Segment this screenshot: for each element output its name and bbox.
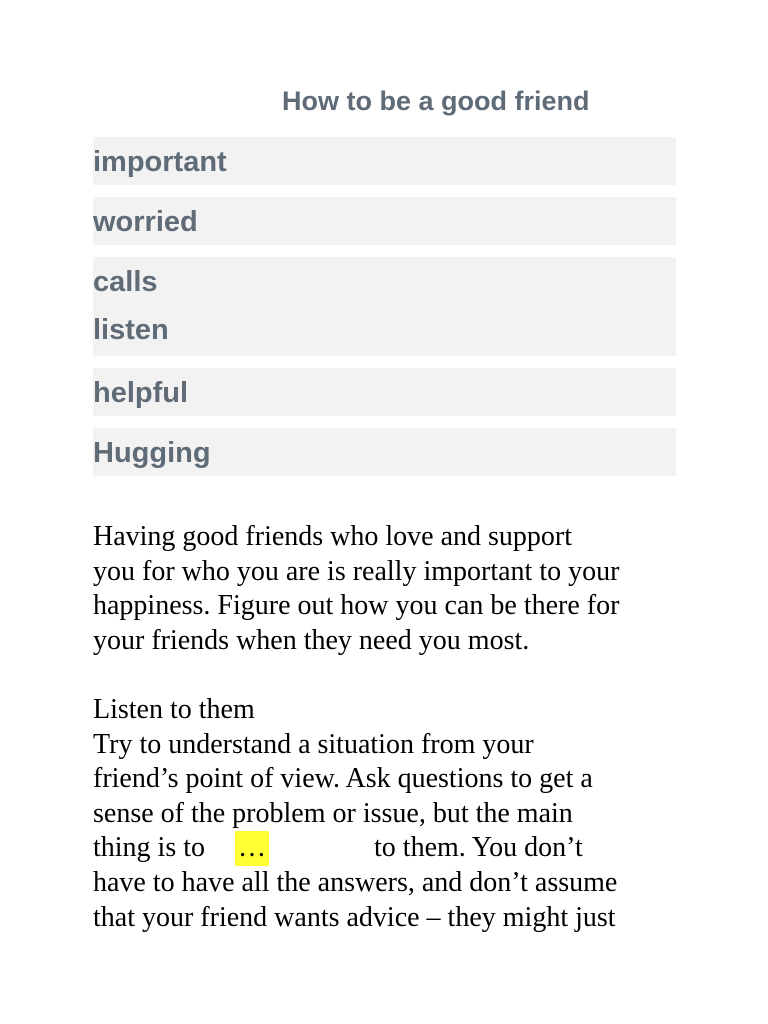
fill-in-blank[interactable]: … <box>235 831 269 866</box>
paragraph-line: friend’s point of view. Ask questions to get a <box>93 763 593 795</box>
word-listen: listen <box>93 314 169 346</box>
word-helpful: helpful <box>93 377 189 409</box>
word-box <box>93 257 676 356</box>
word-box <box>93 137 676 185</box>
fill-in-before: thing is to <box>93 832 206 864</box>
word-box <box>93 428 676 476</box>
document-body <box>93 520 693 935</box>
paragraph-spacer <box>93 658 693 693</box>
intro-line: happiness. Figure out how you can be there for <box>93 590 620 622</box>
intro-line: you for who you are is really important to your <box>93 555 620 587</box>
section-heading: Listen to them <box>93 693 255 725</box>
intro-line: your friends when they need you most. <box>93 624 530 656</box>
word-worried: worried <box>93 206 198 238</box>
word-box <box>93 197 676 245</box>
intro-line: Having good friends who love and support <box>93 521 573 552</box>
word-box <box>93 368 676 416</box>
paragraph-line: sense of the problem or issue, but the main <box>93 797 573 829</box>
word-calls: calls <box>93 266 158 298</box>
word-important: important <box>93 146 227 178</box>
page-title: How to be a good friend <box>282 86 590 116</box>
paragraph-line: that your friend wants advice – they might just <box>93 901 616 933</box>
fill-in-line <box>93 831 693 866</box>
fill-in-after: to them. You don’t <box>374 832 583 864</box>
word-bank <box>93 137 676 488</box>
word-hugging: Hugging <box>93 437 211 469</box>
paragraph-line: Try to understand a situation from your <box>93 728 534 760</box>
paragraph-line: have to have all the answers, and don’t assume <box>93 866 618 898</box>
